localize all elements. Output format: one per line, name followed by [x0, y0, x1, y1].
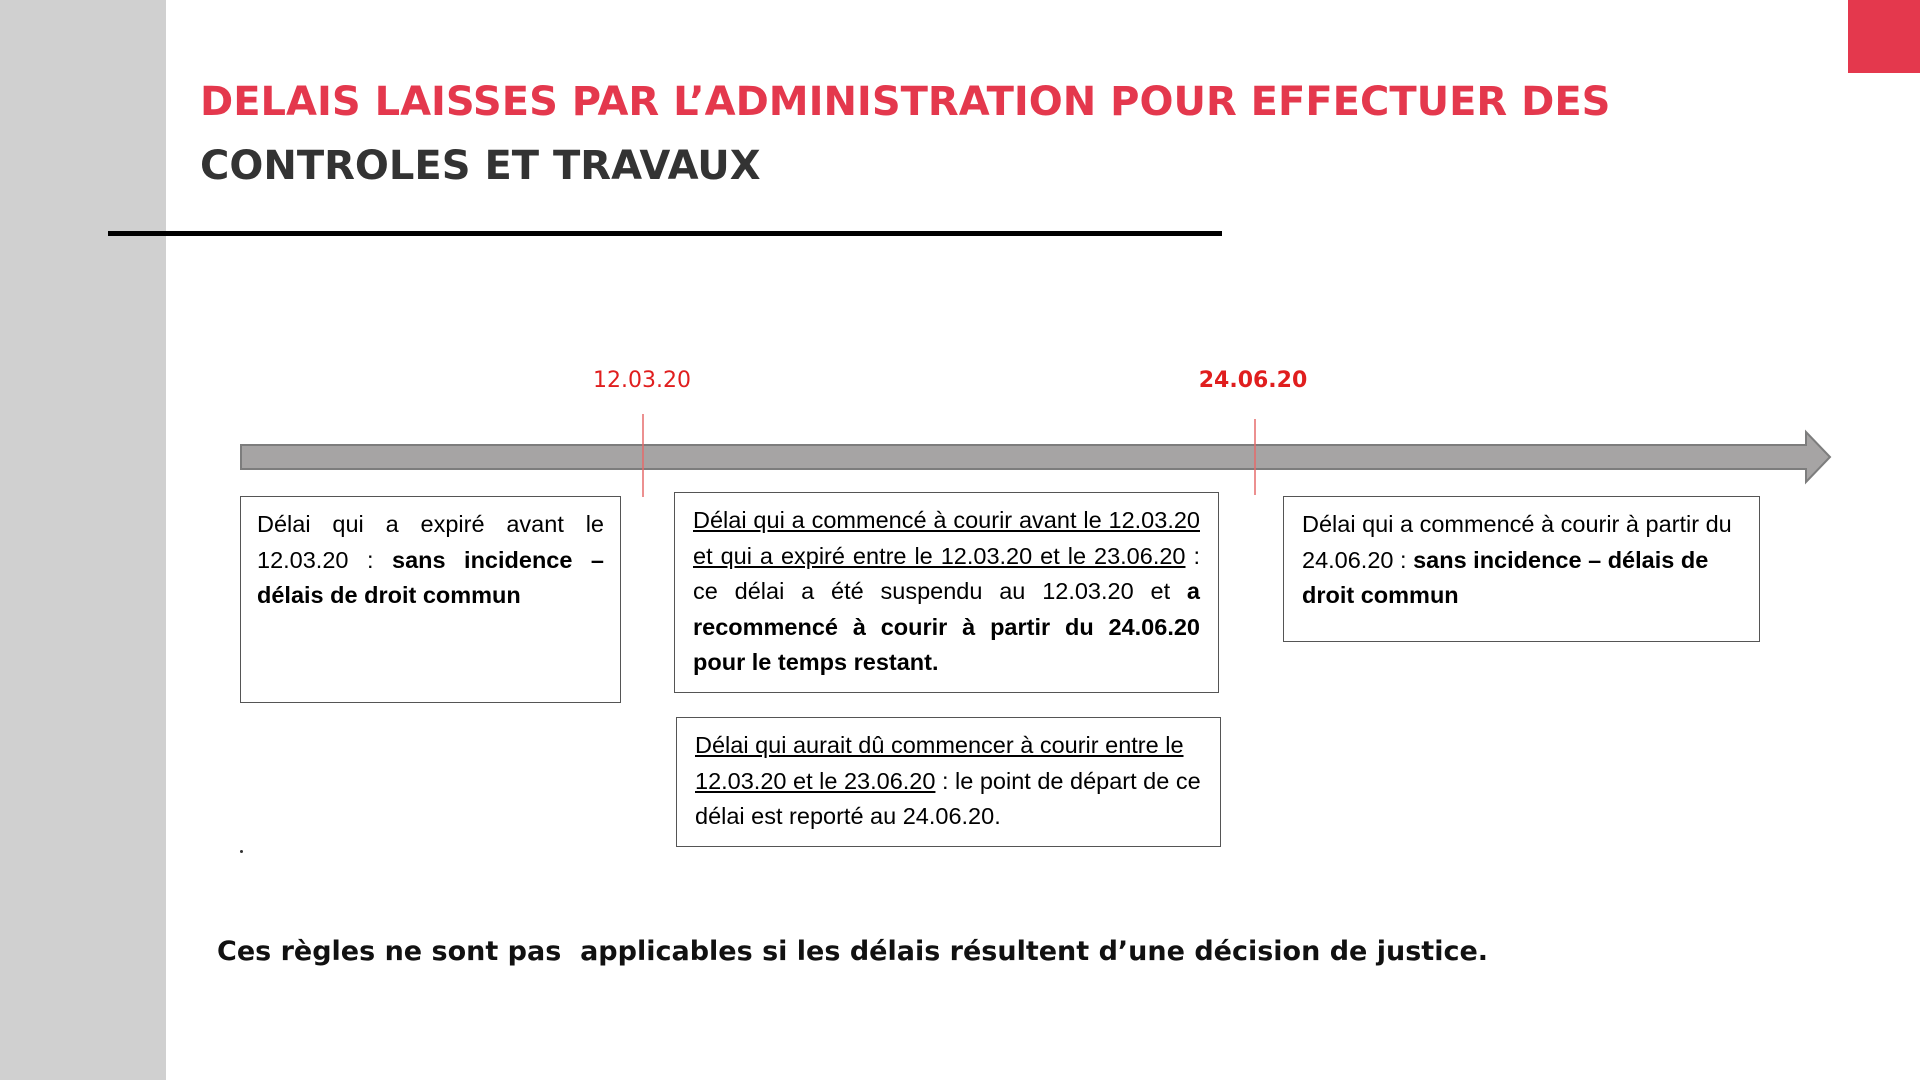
stray-dot — [240, 850, 243, 853]
box-before-bold: sans incidence – délais de droit commun — [257, 546, 605, 608]
date-label-24-06-20: 24.06.20 — [1198, 368, 1308, 393]
left-sidebar-band — [0, 0, 166, 1080]
box-after-text: Délai qui a commencé à courir à partir du 24.06.20 : — [1302, 511, 1732, 573]
title-rest-text: CONTROLES ET TRAVAUX — [200, 143, 761, 189]
timeline-arrow — [241, 432, 1830, 482]
box-before-text: Délai qui a expiré avant le 12.03.20 : — [257, 511, 604, 573]
box-start-postponed — [676, 717, 1221, 847]
title-underline-rule — [108, 231, 1222, 236]
box-during-underlined: Délai qui a commencé à courir avant le 12.03.20 et qui a expiré entre le 12.03.20 et le 23.06.20 — [693, 507, 1200, 569]
box-suspended-during — [674, 492, 1219, 693]
slide-title — [200, 70, 1840, 198]
footer-note: Ces règles ne sont pas applicables si les délais résultent d’une décision de justice. — [217, 936, 1489, 967]
box-expired-before — [240, 496, 621, 703]
box-during-bold: a recommencé à courir à partir du 24.06.20 pour le temps restant. — [693, 578, 1200, 675]
box-after-bold: sans incidence – délais de droit commun — [1302, 546, 1709, 608]
date-label-12-03-20: 12.03.20 — [593, 368, 691, 393]
corner-accent-block — [1848, 0, 1920, 73]
title-accent-text: DELAIS LAISSES PAR L’ADMINISTRATION POUR EFFECTUER DES — [200, 79, 1611, 125]
box-start-text: : le point de départ de ce délai est reporté au 24.06.20. — [695, 767, 1201, 829]
box-started-after — [1283, 496, 1760, 642]
box-during-text: : ce délai a été suspendu au 12.03.20 et — [693, 542, 1200, 604]
box-start-underlined: Délai qui aurait dû commencer à courir entre le 12.03.20 et le 23.06.20 — [695, 732, 1184, 794]
